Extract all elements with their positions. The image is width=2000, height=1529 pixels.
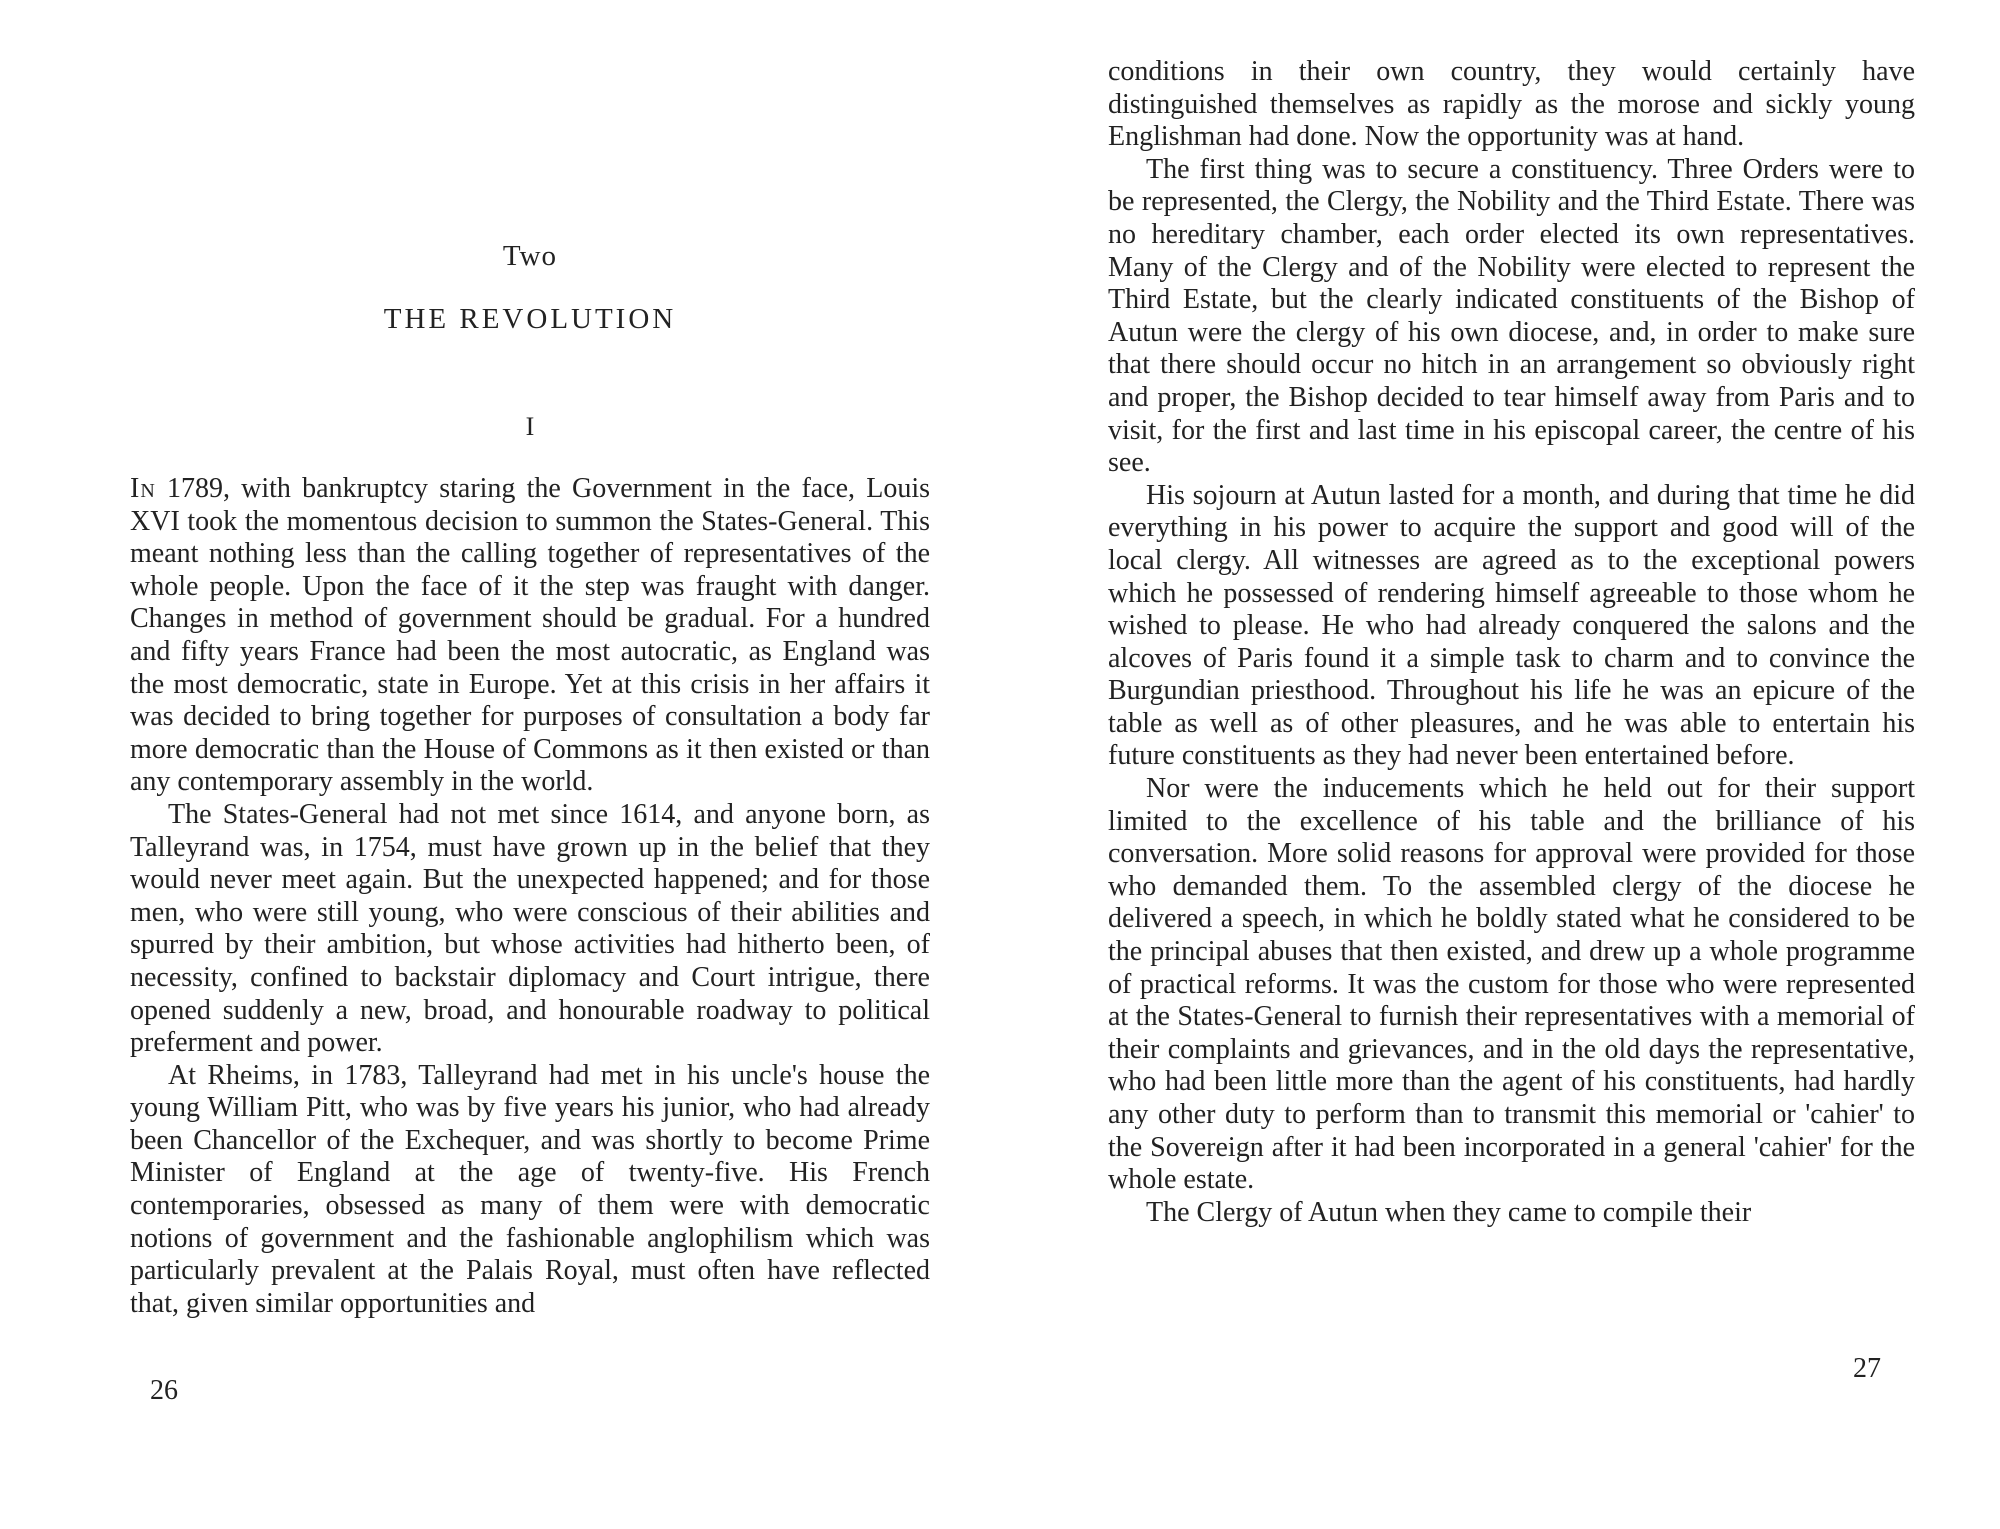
right-paragraph-3: His sojourn at Autun lasted for a month, and during that time he did everything in his power to acquire the support and good will of the local clergy. All witnesses are agreed as to the exceptional powers which he possessed of rendering himself agreeable to those whom he wished to please. He who had already conquered the salons and the alcoves of Paris found it a simple task to charm and to convince the Burgundian priesthood. Throughout his life he was an epicure of the table as well as of other pleasures, and he was able to entertain his future constituents as they had never been entertained before.: [1108, 479, 1915, 772]
right-paragraph-1: conditions in their own country, they would certainly have distinguished themselves as rapidly as the morose and sickly young Englishman had done. Now the opportunity was at hand.: [1108, 56, 1915, 153]
left-paragraph-3: At Rheims, in 1783, Talleyrand had met in his uncle's house the young William Pitt, who was by five years his junior, who had already been Chancellor of the Exchequer, and was shortly to become Prime Minister of England at the age of twenty-five. His French contemporaries, obsessed as many of them were with democratic notions of government and the fashionable anglophilism which was particularly prevalent at the Palais Royal, must often have reflected that, given similar opportunities and: [130, 1059, 930, 1319]
page-number-left: 26: [150, 1375, 178, 1406]
left-paragraph-1-lead: In: [130, 473, 156, 504]
left-paragraph-1: [130, 473, 930, 799]
left-page-text: [130, 473, 930, 1320]
right-page-text: [1108, 56, 1915, 1229]
page-number-right: 27: [1853, 1353, 1881, 1384]
chapter-number: Two: [502, 240, 558, 272]
right-page: [1000, 0, 2000, 1529]
left-paragraph-2: The States-General had not met since 1614, and anyone born, as Talleyrand was, in 1754, must have grown up in the belief that they would never meet again. But the unexpected happened; and for those men, who were still young, who were conscious of their abilities and spurred by their ambition, but whose activities had hitherto been, of necessity, confined to backstair diplomacy and Court intrigue, there opened suddenly a new, broad, and honourable roadway to political preferment and power.: [130, 798, 930, 1059]
right-paragraph-2: The first thing was to secure a constituency. Three Orders were to be represented, the Clergy, the Nobility and the Third Estate. There was no hereditary chamber, each order elected its own representatives. Many of the Clergy and of the Nobility were elected to represent the Third Estate, but the clearly indicated constituents of the Bishop of Autun were the clergy of his own diocese, and, in order to make sure that there should occur no hitch in an arrangement so obviously right and proper, the Bishop decided to tear himself away from Paris and to visit, for the first and last time in his episcopal career, the centre of his see.: [1108, 153, 1915, 479]
chapter-title: THE REVOLUTION: [383, 303, 677, 335]
left-paragraph-1-body: 1789, with bankruptcy staring the Government in the face, Louis XVI took the momentous decision to summon the States-General. This meant nothing less than the calling together of representatives of the whole people. Upon the face of it the step was fraught with danger. Changes in method of government should be gradual. For a hundred and fifty years France had been the most autocratic, as England was the most democratic, state in Europe. Yet at this crisis in her affairs it was decided to bring together for purposes of consultation a body far more democratic than the House of Commons as it then existed or than any contemporary assembly in the world.: [130, 473, 931, 798]
section-number: I: [525, 412, 535, 441]
right-paragraph-5: The Clergy of Autun when they came to compile their: [1146, 1196, 1752, 1228]
right-paragraph-4: Nor were the inducements which he held out for their support limited to the excellence of his table and the brilliance of his conversation. More solid reasons for approval were provided for those who demanded them. To the assembled clergy of the diocese he delivered a speech, in which he boldly stated what he considered to be the principal abuses that then existed, and drew up a whole programme of practical reforms. It was the custom for those who were represented at the States-General to furnish their representatives with a memorial of their complaints and grievances, and in the old days the representative, who had been little more than the agent of his constituents, had hardly any other duty to perform than to transmit this memorial or 'cahier' to the Sovereign after it had been incorporated in a general 'cahier' for the whole estate.: [1108, 773, 1915, 1196]
